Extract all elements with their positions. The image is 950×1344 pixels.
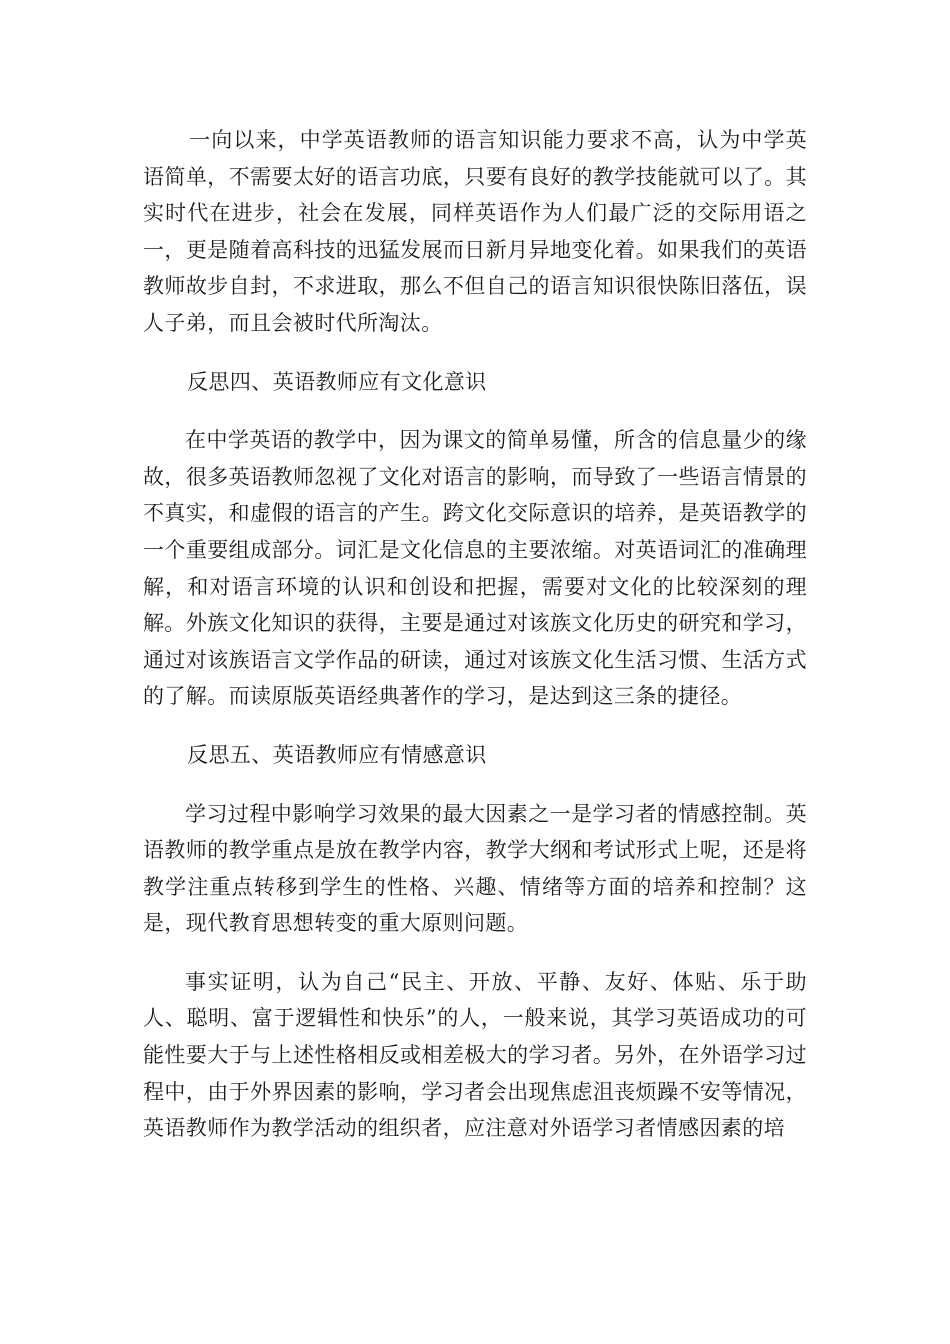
paragraph-facts-prove: 事实证明，认为自己“民主、开放、平静、友好、体贴、乐于助人、聪明、富于逻辑性和快乐”的人，一般来说，其学习英语成功的可能性要大于与上述性格相反或相差极大的学习者。另外，在外语学习过程中，由于外界因素的影响，学习者会出现焦虑沮丧烦躁不安等情况，英语教师作为教学活动的组织者，应注意对外语学习者情感因素的培 xyxy=(143,969,807,1141)
heading-reflection-five: 反思五、英语教师应有情感意识 xyxy=(187,742,487,767)
paragraph-language-knowledge: 一向以来，中学英语教师的语言知识能力要求不高，认为中学英语简单，不需要太好的语言功底，只要有良好的教学技能就可以了。其实时代在进步，社会在发展，同样英语作为人们最广泛的交际用语之一，更是随着高科技的迅猛发展而日新月异地变化着。如果我们的英语教师故步自封，不求进取，那么不但自己的语言知识很快陈旧落伍，误人子弟，而且会被时代所淘汰。 xyxy=(143,128,807,335)
document-body xyxy=(143,122,807,1169)
paragraph-cultural-awareness: 在中学英语的教学中，因为课文的简单易懂，所含的信息量少的缘故，很多英语教师忽视了文化对语言的影响，而导致了一些语言情景的不真实，和虚假的语言的产生。跨文化交际意识的培养，是英语教学的一个重要组成部分。词汇是文化信息的主要浓缩。对英语词汇的准确理解，和对语言环境的认识和创设和把握，需要对文化的比较深刻的理解。外族文化知识的获得，主要是通过对该族文化历史的研究和学习，通过对该族语言文学作品的研读，通过对该族文化生活习惯、生活方式的了解。而读原版英语经典著作的学习，是达到这三条的捷径。 xyxy=(143,428,807,709)
paragraph-emotional-control: 学习过程中影响学习效果的最大因素之一是学习者的情感控制。英语教师的教学重点是放在教学内容，教学大纲和考试形式上呢，还是将教学注重点转移到学生的性格、兴趣、情绪等方面的培养和控制？这是，现代教育思想转变的重大原则问题。 xyxy=(143,801,807,936)
heading-reflection-four: 反思四、英语教师应有文化意识 xyxy=(187,369,487,394)
